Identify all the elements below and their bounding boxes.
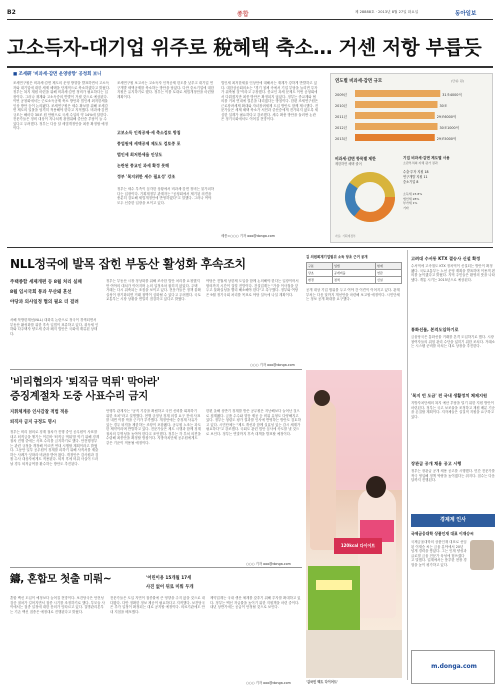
story3-col-2: 안행부 관계자는 "공직 기강을 확립하고 국민 신뢰를 회복하기 위한 조치"라고 설명했다. 현행 규정상 징계 의결 요구 전에 사표를 내면 이를 막을 근거가 부족했다. 개정안에는 중징계 사유가 있는 경우 퇴직을 제한하는 조항이 포함됐다. 공무원 노조는 과도한 제약이라며 반발하고 있다. 전문가들은 제도 시행과 함께 징계 절차의 투명성을 높여야 한다고 조언했다. 정부는 각 부처 의견을 수렴해 최종안을 확정할 방침이다. 지방자치단체 공무원에게도 같은 기준이 적용될 예정이다. [106,409,201,445]
display-table [306,630,402,678]
table-cell: 입법 [332,263,375,270]
table-cell: 변경 [307,277,333,284]
profile-photo [470,540,494,570]
right-head-3: '복지 빈 도금' 전 국내 생활정치 체제지원 [411,393,488,398]
top-subhead: 종업원에 세액공제 제도도 검토중 포 [117,141,181,146]
table-cell: 정책 [332,277,375,284]
top-subhead: 법인세 최저한세율 인상도 [117,152,163,157]
bar [355,134,435,141]
bar-value: 30조 [439,104,448,108]
right-text-3: 지방자치단체의 복지 예산 부담을 덜기 위한 지원 방안이 마련된다. 정부는 국고 보조율을 조정하고 재원 배분 기준을 손질할 계획이다. 지자체들은 실질적 지원을 요구하고 있다. [411,401,495,419]
table-cell: 당초 [307,270,333,277]
table-cell: 구분 [307,263,333,270]
table-cell: 신설 [376,277,402,284]
legend-item: 기타 [403,205,409,210]
story4-rule [10,567,302,568]
donut-chart [343,170,397,224]
top-headline: 고소득자-대기업 위주로 稅혜택 축소… 거센 저항 부릅듯 [7,36,482,59]
story2-col-2: 정부는 부동산 시장 정상화를 위해 조속한 법안 처리를 요청했지만 여야의 대치가 이어지며 논의 일정조차 잡히지 않았다. 주택 거래는 다시 위축되는 조짐을 보이고 있다. 전문가들은 정책 불확실성이 장기화되면 거래 절벽이 심화될 수 있다고 우려했다. 국토교통부는 시장 상황을 면밀히 점검하고 있다고 밝혔다. [106,279,201,301]
story2-byline: ○○○ 기자 ooo@donga.com [250,363,295,367]
photo-caption-title: '김국민 맥도 다이어트' [306,680,338,684]
box2-subtitle: 소관부처의 자체 평가 결과 [403,161,438,165]
box2-row: 중소기업 8 [403,180,419,184]
product-label [316,580,352,590]
chart-unit: (단위: 원) [451,79,464,83]
story4-col-3: 제약업계는 국내 생산 체계를 갖추기 위해 투자를 확대하고 있다. 정부는 백신 자급률을 높이기 위한 지원책을 마련 중이다. 내년 상반기에는 공급이 안정될 것으로 보인다. [210,596,301,609]
box2-row: 연구개발 지원 11 [403,175,428,179]
bar-value: 30조1000억 [439,126,459,130]
story2-subhead: 8월 임시국회 통과 무산돼 혼선 [10,290,72,295]
profile-text: 국제금융대학의 상품인재 대표로 선임된 이재승 씨는 금융 분야에서 20년 넘게 경력을 쌓았다. 그는 인재 양성과 글로벌 금융 전문가 육성에 힘쓰겠다고 말했다. 업계에서는 풍부한 현장 경험을 높이 평가하고 있다. [411,540,467,567]
story3-byline: ○○○ 기자 ooo@donga.com [246,562,291,566]
story3-subhead: 퇴직자 금지 규정도 명시 [10,420,56,425]
table-cell: 공개비율 [332,270,375,277]
bar-value: 29조6000억 [436,115,457,119]
top-subhead: 고보소득 인적공제·세 축소검토 방침 [117,130,181,135]
info-table [306,262,402,284]
story2-col-3: 야당은 전월세 상한제 도입을 함께 논의해야 한다는 입장이어서 합의까지 시간이 걸릴 전망이다. 건설업계는 "가을 이사철을 앞두고 불확실성을 빨리 해소해야 한다"고 촉구했다. 정부와 여당은 9월 정기국회 처리를 목표로 야당 설득에 나설 계획이다. [206,279,299,297]
masthead-rule [7,19,493,20]
masthead [7,9,493,18]
box2-row: 수출·투자 지원 18 [403,170,429,174]
story3-subhead: 지휘체계중 인사감찰 적법 적용 [10,410,69,415]
story3-rule [10,369,302,370]
bar-label: 2011년 [335,115,347,119]
product-boxes [308,566,360,636]
headline-rule [7,66,493,68]
profile-title: 국제금융대학 상품인재 대표 이재승씨 [411,531,474,536]
story3-headline-1: '비리협의자 '퇴직금 먹튀' 막아라' [10,376,160,388]
table-row [307,263,402,270]
story3-col-3: 한편 올해 상반기 징계를 받은 공무원은 지난해보다 늘어난 것으로 집계됐다. 금품 수수와 향응 제공 등 비위 유형도 다양해지고 있다. 정부는 청렴도 평가 결과를 인사에 반영하는 방안도 검토하고 있다. 시민단체는 "제도 개선과 함께 실효성 있는 감시 체계가 필요하다"고 강조했다. 국회도 관련 법안 심사에 속도를 낼 것으로 보인다. 정부는 연말까지 후속 대책을 발표할 예정이다. [206,409,301,436]
bar [355,112,435,119]
story2-headline: NLL정국에 발목 잡힌 부동산 활성화 후속조치 [10,257,246,271]
info-table-title: 김 의원회계기업범위 소득 당초 근거 공개 [306,255,368,259]
footer-ad[interactable] [411,650,495,684]
story4-byline: ○○○ 기자 ooo@donga.com [246,681,291,685]
issue-date: 제 28888호 · 2013년 8월 27일 화요일 [355,10,419,14]
bar-label: 2009년 [335,93,347,97]
legend-item: 법인세 28% [403,196,420,201]
top-kicker: ■ 조세硏 '비과세·감면 운영방향' 공청회 보니 [13,72,102,77]
table-cell: 연감 [376,270,402,277]
bar [355,90,440,97]
right-head-2: 통화선물, 본격도입하기로 [411,327,459,332]
chart-note: 자료: 기획재정부 [335,234,356,238]
story3-col-1: 정부는 비리 혐의로 징계 절차가 진행 중인 공무원이 사표를 내고 퇴직금을 챙기는 이른바 '퇴직금 먹튀'를 막기 위해 징계 절차 진행 중에는 사표 수리를 금지하기로 했다. 안전행정부는 관련 규정을 개정해 이르면 연내 시행할 계획이라고 밝혔다. 그동안 일부 공무원이 징계를 피하기 위해 사직서를 제출하는 사례가 잇따라 비판을 받아 왔다. 개정안은 감사원과 검찰 수사 대상자에게도 적용된다. 퇴직 후에 비위 사실이 드러날 경우 퇴직급여를 환수하는 방안도 추진된다. [10,430,100,466]
right-text-2: 금융당국은 통화선물 거래를 본격 도입하기로 했다. 시장 참여자들의 위험 관리 수단을 넓히기 위한 조치다. 거래소는 시스템 준비를 마치는 대로 상장을 추진한다. [411,335,495,348]
paper-name: 동아일보 [455,11,477,17]
bar-value: 29조5000억 [436,137,457,141]
top-byline: 세종=○○○ 기자 ooo@donga.com [221,234,275,238]
table-cell: 현재 [376,263,402,270]
top-col-2b: 정부는 세수 부족이 심각한 상황에서 비과세·감면 정비는 불가피하다는 입장이다. 기획재정부 관계자는 "공청회에서 제기된 의견을 충분히 검토해 세법개정안에 반영하겠다"고 말했다. 그러나 여야 모두 신중한 입장을 보이고 있다. [117,187,215,205]
bar [355,123,438,130]
story4-col-2: 전문가들은 도입 지연이 접종률에 큰 영향을 주지 않을 것으로 내다봤다. 다만 정확한 정보 제공이 필요하다고 지적했다. 보건당국은 추가 일정이 확정되는 대로 공지할 예정이다. 의료기관에도 안내 지침을 배포했다. [110,596,205,614]
top-col-2a: 조세연구원 보고서는 고소득자 인적공제 한도를 낮추고 대기업 연구개발 세액공제를 축소하는 방안을 담았다. 다만 중소기업에 대한 지원은 유지하기로 했다. 정부는 이를 토대로 세법개정안을 마련할 계획이다. [117,81,215,99]
legend-item: 소득세 23.8% [403,192,423,196]
bar-label: 2013년 [335,137,347,141]
table-row [307,270,402,277]
top-subheads [117,130,215,180]
story2-col-1: 서해 북방한계선(NLL) 대화록 논란으로 정국이 경색되면서 부동산 활성화를 위한 후속 입법이 표류하고 있다. 취득세 인하와 다주택자 양도세 중과 폐지 법안은 국회에 계류된 상태다. [10,318,99,336]
box2-list [403,170,489,185]
top-chart-box [330,73,493,243]
info-table-box [306,254,402,366]
product-sign: 120kcal 다이어트 [334,538,382,554]
section-rule [7,247,493,248]
section-label: 종합 [237,11,249,18]
story4-subhead: '어린이용 15개월 17세 [146,576,192,581]
donut-subtitle: 제한하면 혜택 줄어 [335,162,362,166]
model-photo [306,370,402,678]
right-head-4: 장관급 공개 채용 공고 시행 [411,461,462,466]
model-head-1 [314,390,330,406]
info-table-text: 공개 대상 기업 범위를 두고 여야 간 이견이 이어지고 있다. 관계 부처는 다음 달까지 개선안을 마련해 보고할 예정이다. 시민단체는 정보 공개 확대를 요구했다. [306,288,400,301]
top-subhead: 논란된 종교인 과세 확정 못해 [117,163,169,168]
box2-title: 기업 비과세·감면 제도별 사용 [403,156,450,160]
story4-col-1: 혼합 백신 도입이 예정보다 늦어질 전망이다. 보건당국은 안전성 검증 절차가 길어지면서 접종 시기를 조정하기로 했다. 부모들 사이에서는 접종 일정에 대한 문의가 잇따르고 있다. 질병관리본부는 기존 백신 접종은 예정대로 진행된다고 밝혔다. [10,596,105,614]
right-text-1: 수서역에 고속철도 KTX 정차역이 신설되는 방안이 확정됐다. 국토교통부는 노선 운영 계획을 발표하며 이용객 편의를 높이겠다고 밝혔다. 지역 주민들은 환영의 뜻을 나타냈다. 개통 시기는 2015년으로 예상된다. [411,264,495,282]
column-divider [407,250,408,680]
story4-headline: 鑄, 혼합모 첫출 미뤄~ [10,573,112,585]
legend-item: 부가세 1% [403,201,418,205]
profile-box-header: 경제계 인사 [411,514,495,527]
chart-title: 연도별 비과세·감면 규모 [335,79,383,84]
top-col-1: 조세연구원은 비과세·감면 제도의 운영 방향을 발표하면서 고소득자와 대기업에 대한 세제 혜택을 단계적으로 축소하겠다고 밝혔다. 정부는 복지 재원 마련을 위해 비과세·감면 정비가 필요하다는 입장이다. 그러나 재계와 고소득층의 반발이 거셀 것으로 예상된다. 이번 공청회에서는 근로소득공제 축소 방안과 법인세 최저한세율 인상 방안 등이 논의됐다. 조세연구원은 세수 확보를 위해 조세감면 제도의 일몰을 엄격히 적용해야 한다고 지적했다. 비과세·감면 규모는 해마다 30조 원 안팎으로 국세 수입의 약 14%에 달한다. 전문가들은 정비 대상이 지나치게 광범위해 중산층 부담이 늘 수 있다고 우려했다. 정부는 다음 달 세법개정안을 최종 확정할 예정이다. [13,81,111,130]
table-row [307,277,402,284]
model-figure-1 [310,400,336,550]
bar-label: 2010년 [335,104,347,108]
page-number: B2 [7,9,16,16]
bar-value: 31조4000억 [442,93,462,97]
donut-legend [403,192,489,210]
donut-title: 비과세·감면 항목별 제한 [335,156,376,161]
story3-headline-2: 증징계절차 도중 사표수리 금지 [10,390,149,402]
story4-subhead: 사진 없어 뒤로 미뤄 두개 [146,585,194,590]
right-head-1: 고려대 수서동 KTX 결승사 신설 확정 [411,256,481,261]
right-text-4: 정부는 장관급 공개 채용 공고를 시행했다. 민간 전문가를 적극 영입해 정책 역량을 높이겠다는 취지다. 접수는 다음 달까지 진행된다. [411,469,495,482]
top-subhead: 정부 '복지위한 세수 필요성' 강조 [117,174,176,179]
top-col-3: 법인세 최저한세율 인상안에 대해서는 재계가 강하게 반발하고 있다. 대한상공회의소는 "경기 침체 속에서 기업 부담을 늘리면 투자가 위축될 것"이라고 주장했다. 종교인 과세 문제도 이번 공청회에서 다뤄졌지만 최종 방안은 확정되지 않았다. 정부는 종교계와 협의를 거쳐 연내에 결론을 내리겠다는 방침이다. 한편 조세연구원은 근로장려세제 확대와 자녀장려세제 도입 방안도 함께 제시했다. 전문가들은 세제 혜택 축소가 서민과 중산층에게 전가되지 않도록 세심한 설계가 필요하다고 강조했다. 세수 확충 방안을 둘러싼 논란은 정기국회에서도 이어질 전망이다. [221,81,319,121]
story2-subhead: 주택종합 세제개편 등 8월 처리 실패 [10,280,82,285]
revenue-bar-chart [335,86,490,148]
bar-label: 2012년 [335,126,347,130]
story2-subheads [10,279,100,305]
footer-ad-url[interactable]: m.donga.com [431,663,477,670]
bar [355,101,438,108]
story4-subheads [146,575,256,590]
story3-subheads [10,409,100,425]
model-head-2 [366,476,386,498]
story2-subhead: 야당과 의사일정 협의 필요 더 걸려 [10,300,79,305]
